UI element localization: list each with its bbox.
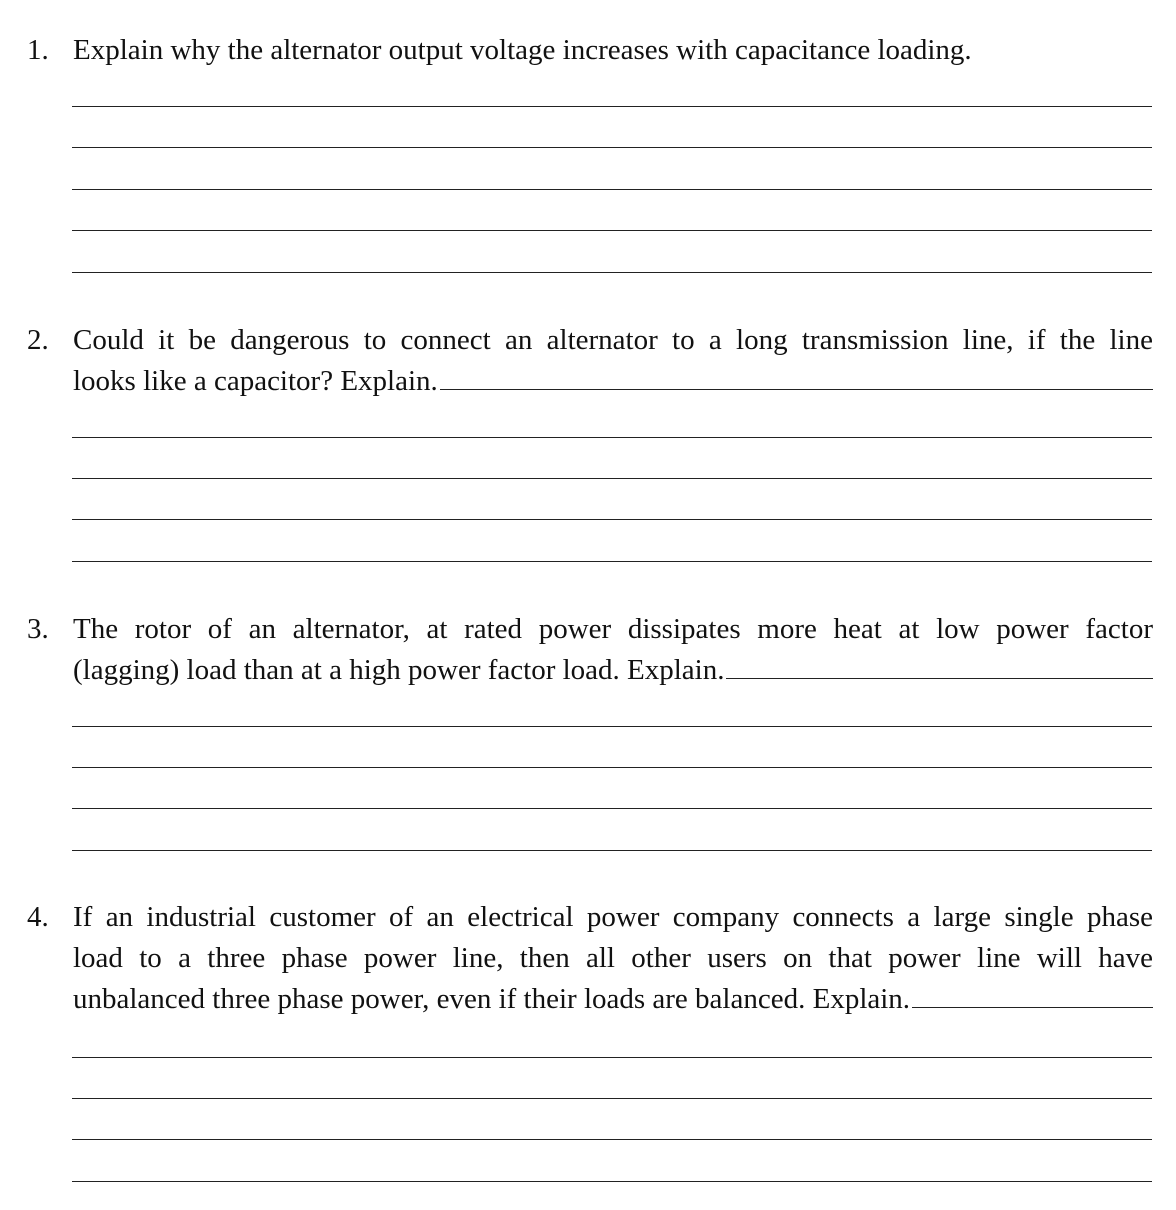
question-text [73,897,1153,1020]
question-text [73,30,1153,71]
question-text-line-with-blank [73,979,1153,1020]
answer-line[interactable] [72,478,1152,479]
answer-line[interactable] [72,272,1152,273]
question-text [73,320,1153,402]
question-text-line: If an industrial customer of an electrical power company connects a large single phase [73,901,1153,933]
answer-line[interactable] [72,437,1152,438]
answer-line[interactable] [72,1139,1152,1140]
answer-line[interactable] [72,1181,1152,1182]
answer-line[interactable] [72,808,1152,809]
question-text-line: Explain why the alternator output voltage increases with capacitance loading. [73,34,972,66]
question-number: 1. [27,34,49,66]
question-number: 2. [27,324,49,356]
question-number: 4. [27,901,49,933]
answer-line[interactable] [72,189,1152,190]
question-text-line: looks like a capacitor? Explain. [73,365,438,397]
question-text-line-with-blank [73,361,1153,402]
question-text-line-with-blank [73,650,1153,691]
answer-line[interactable] [72,106,1152,107]
answer-line[interactable] [72,519,1152,520]
answer-line[interactable] [72,767,1152,768]
question-text-line: Could it be dangerous to connect an alternator to a long transmission line, if the line [73,324,1153,356]
answer-line[interactable] [72,561,1152,562]
answer-line[interactable] [72,726,1152,727]
question-text-line: unbalanced three phase power, even if their loads are balanced. Explain. [73,983,911,1015]
question-number: 3. [27,613,49,645]
question-text-line: (lagging) load than at a high power factor load. Explain. [73,654,725,686]
answer-line[interactable] [72,147,1152,148]
answer-line[interactable] [72,1057,1152,1058]
inline-answer-line[interactable] [440,362,1153,390]
answer-line[interactable] [72,230,1152,231]
question-text [73,609,1153,691]
answer-line[interactable] [72,850,1152,851]
question-text-line: load to a three phase power line, then all other users on that power line will have [73,942,1153,974]
inline-answer-line[interactable] [726,651,1153,679]
answer-line[interactable] [72,1098,1152,1099]
inline-answer-line[interactable] [912,980,1153,1008]
question-text-line: The rotor of an alternator, at rated power dissipates more heat at low power factor [73,613,1153,645]
